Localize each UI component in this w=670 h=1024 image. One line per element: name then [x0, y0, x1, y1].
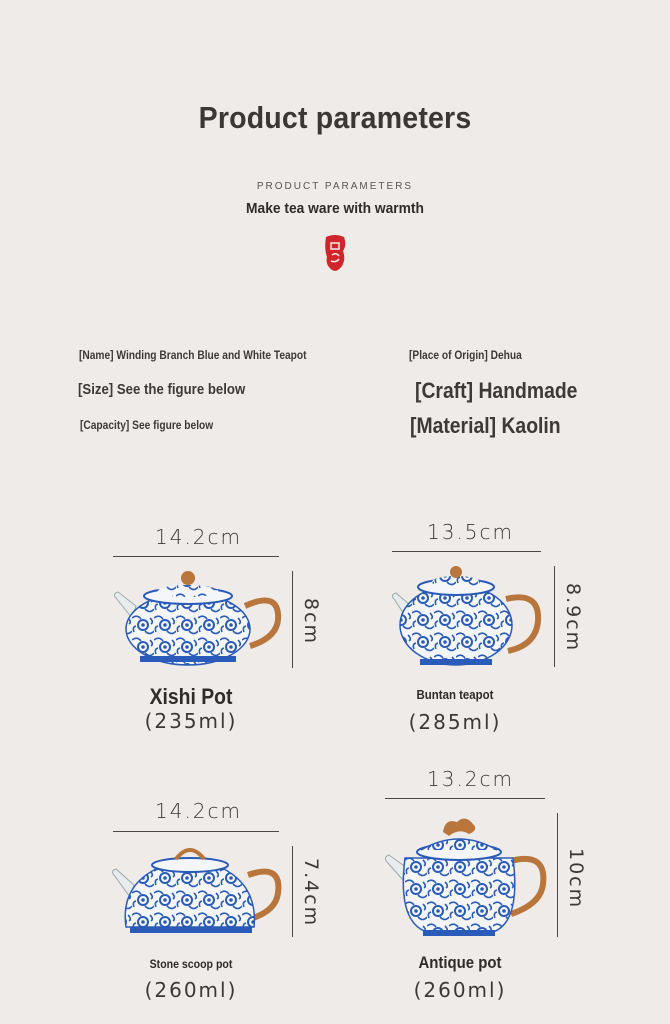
section-subtitle: PRODUCT PARAMETERS — [256, 181, 414, 192]
pot-3-name: Stone scoop pot — [149, 957, 233, 971]
param-size: [Size] See the figure below — [78, 381, 246, 398]
pot-3-capacity: (260ml) — [144, 978, 238, 1002]
red-seal-logo — [323, 233, 347, 273]
pot-2-width-line — [392, 551, 541, 552]
pot-1-capacity: (235ml) — [144, 709, 238, 733]
pot-1-width-line — [113, 556, 279, 557]
pot-3-height: 7.4cm — [300, 858, 322, 928]
param-name: [Name] Winding Branch Blue and White Teapot — [79, 348, 307, 362]
xishi-pot-image — [110, 570, 282, 670]
antique-pot-image — [383, 812, 548, 940]
pot-4-height-line — [557, 813, 558, 937]
stone-scoop-pot-image — [110, 845, 282, 940]
param-craft: [Craft] Handmade — [415, 378, 578, 403]
pot-2-height: 8.9cm — [562, 583, 584, 653]
pot-1-height-line — [292, 571, 293, 668]
pot-2-capacity: (285ml) — [408, 710, 502, 734]
pot-2-width: 13.5cm — [427, 520, 515, 544]
pot-4-height: 10cm — [565, 848, 587, 910]
pot-4-capacity: (260ml) — [413, 978, 507, 1002]
param-origin: [Place of Origin] Dehua — [409, 348, 522, 362]
param-capacity: [Capacity] See figure below — [80, 418, 214, 432]
page-title: Product parameters — [198, 100, 472, 135]
param-material: [Material] Kaolin — [410, 413, 561, 438]
pot-3-height-line — [292, 846, 293, 937]
pot-1-height: 8cm — [300, 598, 322, 646]
pot-1-width: 14.2cm — [155, 525, 243, 549]
pot-1-name: Xishi Pot — [149, 684, 233, 709]
pot-2-height-line — [554, 566, 555, 667]
pot-3-width: 14.2cm — [155, 799, 243, 823]
pot-3-width-line — [113, 831, 279, 832]
pot-2-name: Buntan teapot — [416, 687, 494, 702]
pot-4-name: Antique pot — [418, 953, 502, 972]
pot-4-width-line — [385, 798, 545, 799]
buntan-teapot-image — [390, 565, 545, 670]
pot-4-width: 13.2cm — [427, 767, 515, 791]
slogan: Make tea ware with warmth — [246, 200, 424, 217]
